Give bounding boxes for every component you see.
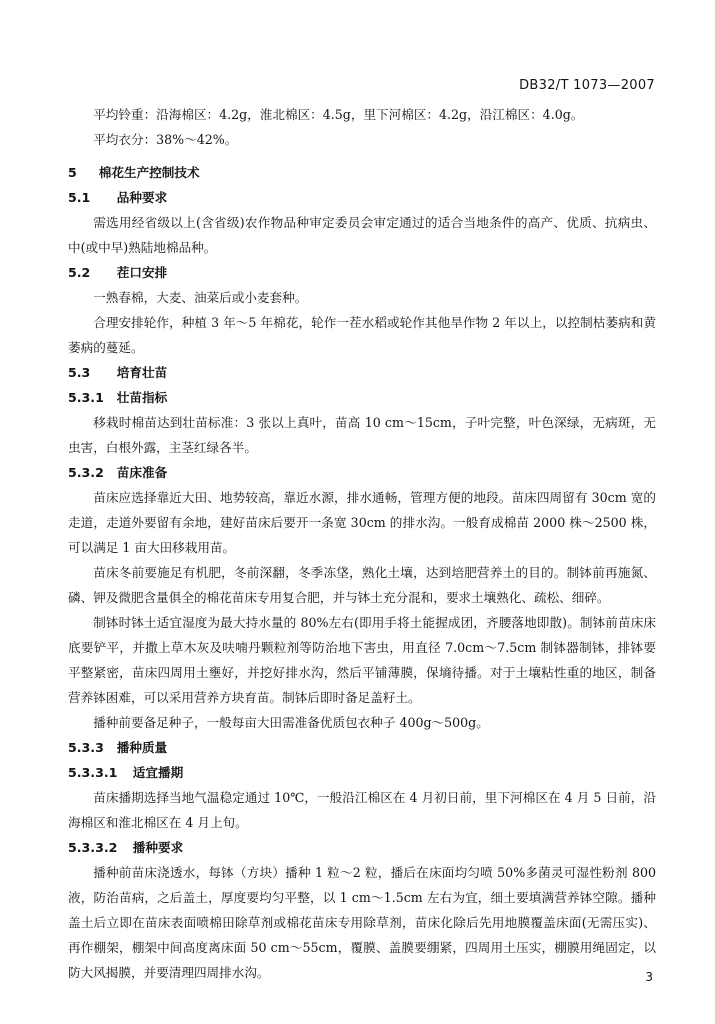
section-heading-5-1 — [68, 185, 656, 210]
section-title: 茬口安排 — [116, 265, 168, 280]
section-heading-5-3-3-2 — [68, 835, 656, 860]
section-heading-5 — [68, 160, 656, 185]
section-heading-5-2 — [68, 260, 656, 285]
document-body — [68, 102, 656, 985]
paragraph-seedbed-site: 苗床应选择靠近大田、地势较高，靠近水源，排水通畅，管理方便的地段。苗床四周留有 30cm 宽的走道，走道外要留有余地，建好苗床后要开一条宽 30cm 的排水沟。一般育成棉苗 2000 株～2500 株，可以满足 1 亩大田移栽用苗。 — [68, 490, 656, 555]
section-heading-5-3-2 — [68, 460, 656, 485]
section-number: 5.3 — [68, 365, 91, 380]
paragraph-cropping-pattern: 一熟春棉，大麦、油菜后或小麦套种。 — [93, 290, 308, 305]
section-number: 5.1 — [68, 190, 91, 205]
paragraph-sowing-requirements: 播种前苗床浇透水，每钵（方块）播种 1 粒～2 粒，播后在床面均匀喷 50%多菌灵可湿性粉剂 800 液，防治苗病，之后盖土，厚度要均匀平整，以 1 cm～1.5cm 左右为宜，细土要填满营养钵空隙。播种盖土后立即在苗床表面喷棉田除草剂或棉花苗床专用除草剂，苗床化除后先用地膜覆盖床面(无需压实)、再作棚架，棚架中间高度离床面 50 cm～55cm，覆膜、盖膜要绷紧，四周用土压实，棚膜用绳固定，以防大风揭膜，并要清理四周排水沟。 — [68, 865, 656, 980]
paragraph-seedling-standard: 移栽时棉苗达到壮苗标准：3 张以上真叶，苗高 10 cm～15cm，子叶完整，叶色深绿，无病斑，无虫害，白根外露，主茎红绿各半。 — [68, 415, 656, 455]
section-heading-5-3 — [68, 360, 656, 385]
paragraph-boll-weight: 平均铃重：沿海棉区：4.2g，淮北棉区：4.5g，里下河棉区：4.2g，沿江棉区：4.0g。 — [93, 107, 584, 122]
paragraph-crop-rotation: 合理安排轮作，种植 3 年～5 年棉花，轮作一茬水稻或轮作其他旱作物 2 年以上，以控制枯萎病和黄萎病的蔓延。 — [68, 315, 656, 355]
section-title: 棉花生产控制技术 — [98, 165, 200, 180]
section-number: 5 — [68, 165, 77, 180]
section-title: 品种要求 — [116, 190, 168, 205]
paragraph-seedbed-fertilizer: 苗床冬前要施足有机肥，冬前深翻，冬季冻垡，熟化土壤，达到培肥营养土的目的。制钵前再施氮、磷、钾及微肥含量俱全的棉花苗床专用复合肥，并与钵土充分混和，要求土壤熟化、疏松、细碎。 — [68, 565, 656, 605]
paragraph-lint-percentage: 平均衣分：38%～42%。 — [93, 132, 238, 147]
section-title: 播种要求 — [132, 840, 184, 855]
paragraph-variety-requirements: 需选用经省级以上(含省级)农作物品种审定委员会审定通过的适合当地条件的高产、优质、抗病虫、中(或中早)熟陆地棉品种。 — [68, 215, 656, 255]
page-number: 3 — [645, 970, 653, 984]
document-code: DB32/T 1073—2007 — [519, 78, 655, 93]
section-heading-5-3-3 — [68, 735, 656, 760]
section-title: 苗床准备 — [116, 465, 168, 480]
paragraph-sowing-date: 苗床播期选择当地气温稳定通过 10℃，一般沿江棉区在 4 月初日前，里下河棉区在 4 月 5 日前，沿海棉区和淮北棉区在 4 月上旬。 — [68, 790, 656, 830]
section-title: 适宜播期 — [132, 765, 184, 780]
paragraph-seed-preparation: 播种前要备足种子，一般每亩大田需准备优质包衣种子 400g～500g。 — [93, 715, 489, 730]
section-number: 5.3.3.2 — [68, 840, 118, 855]
paragraph-pot-making: 制钵时钵土适宜湿度为最大持水量的 80%左右(即用手将土能握成团，齐腰落地即散)。制钵前苗床床底要铲平，并撒上草木灰及呋喃丹颗粒剂等防治地下害虫，用直径 7.0cm～7.5cm 制钵器制钵，排钵要平整紧密，苗床四周用土壅好，并挖好排水沟，然后平铺薄膜，保墒待播。对于土壤粘性重的地区，制备营养钵困难，可以采用营养方块育苗。制钵后即时备足盖籽土。 — [68, 615, 656, 705]
section-heading-5-3-3-1 — [68, 760, 656, 785]
section-heading-5-3-1 — [68, 385, 656, 410]
section-number: 5.3.2 — [68, 465, 104, 480]
section-number: 5.3.3.1 — [68, 765, 118, 780]
section-number: 5.3.1 — [68, 390, 104, 405]
section-number: 5.3.3 — [68, 740, 104, 755]
section-title: 播种质量 — [116, 740, 168, 755]
section-title: 壮苗指标 — [116, 390, 168, 405]
section-number: 5.2 — [68, 265, 91, 280]
section-title: 培育壮苗 — [116, 365, 168, 380]
